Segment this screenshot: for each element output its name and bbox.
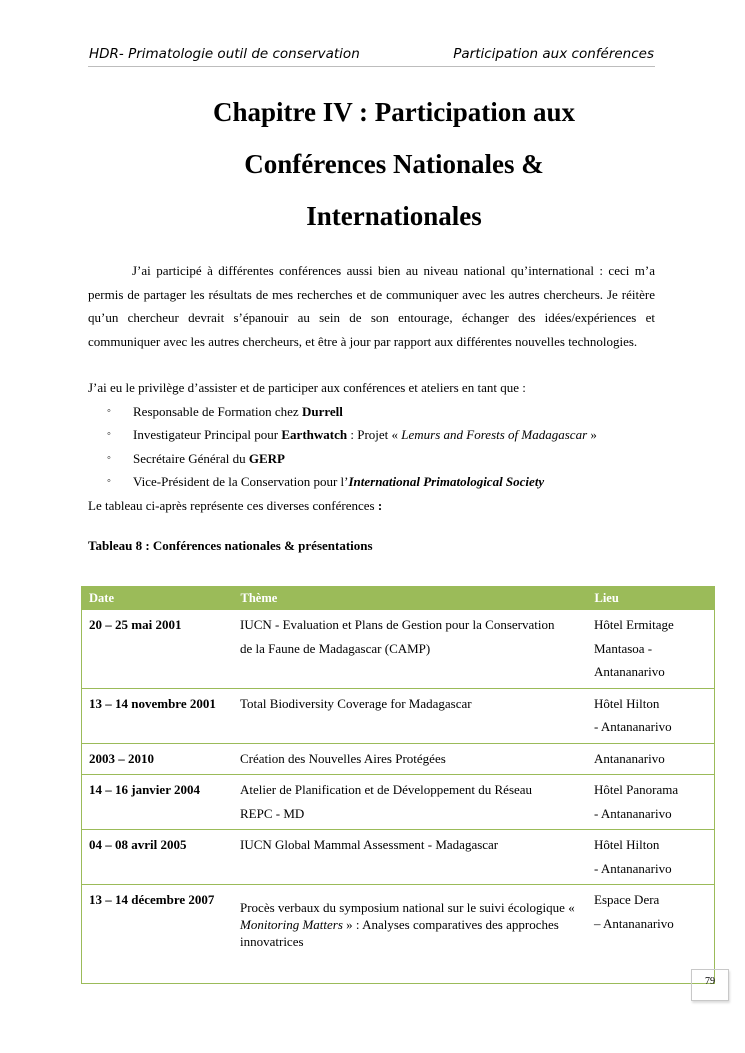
page-number: 79	[691, 969, 729, 1001]
table-header-row	[82, 587, 715, 610]
lieu-line: – Antananarivo	[594, 915, 674, 931]
cell-date: 13 – 14 décembre 2007	[82, 885, 234, 984]
role-text: Secrétaire Général du	[133, 450, 249, 466]
title-line: Chapitre IV : Participation aux	[212, 97, 575, 127]
theme-line: Total Biodiversity Coverage for Madagascar	[240, 695, 472, 711]
lieu-line: - Antananarivo	[594, 805, 672, 821]
title-line: Internationales	[306, 201, 482, 231]
cell-lieu	[587, 830, 715, 885]
cell-theme	[233, 743, 587, 775]
intro-text: J’ai participé à différentes conférences aussi bien au niveau national qu’international : ceci m’a permis de partager les résultats de mes recherches et de communiquer avec les autres chercheurs. Je réitère qu’un chercheur devrait s’épanouir au sein de son entourage, échanger des idées/expériences et communiquer avec les autres chercheurs, et être à jour par rapport aux différentes nouvelles technologies.	[88, 263, 655, 349]
running-header	[88, 44, 655, 67]
chapter-title	[88, 86, 700, 242]
theme-line: IUCN - Evaluation et Plans de Gestion pour la Conservation	[240, 617, 555, 632]
list-item	[88, 447, 655, 471]
column-header-date: Date	[82, 587, 234, 610]
table-row	[82, 830, 715, 885]
bullet-icon: ◦	[107, 404, 111, 417]
theme-line: de la Faune de Madagascar (CAMP)	[240, 640, 431, 656]
role-text-end: »	[587, 427, 597, 442]
table-row	[82, 743, 715, 775]
conferences-table	[81, 586, 715, 984]
lieu-line: Antananarivo	[594, 664, 665, 679]
role-org: International Primatological Society	[348, 474, 545, 489]
bullet-icon: ◦	[107, 475, 111, 487]
cell-theme	[233, 688, 587, 743]
column-header-lieu: Lieu	[587, 587, 715, 610]
roles-section	[88, 376, 655, 517]
table-row	[82, 610, 715, 689]
theme-line: Atelier de Planification et de Développement du Réseau	[240, 782, 533, 797]
table-intro-colon: :	[377, 497, 383, 513]
cell-date: 13 – 14 novembre 2001	[82, 688, 234, 743]
intro-paragraph	[88, 259, 655, 353]
lieu-line: Antananarivo	[594, 750, 665, 766]
cell-lieu	[587, 610, 715, 689]
lieu-line: Hôtel Hilton	[594, 695, 660, 711]
lieu-line: - Antananarivo	[594, 719, 672, 734]
list-item	[88, 423, 655, 447]
table-row	[82, 775, 715, 830]
role-org: Durrell	[301, 403, 343, 419]
cell-date: 20 – 25 mai 2001	[82, 610, 234, 689]
roles-list	[88, 400, 655, 494]
table-intro	[88, 494, 655, 518]
cell-theme	[233, 775, 587, 830]
cell-theme	[233, 830, 587, 885]
cell-date: 04 – 08 avril 2005	[82, 830, 234, 885]
role-text: Vice-Président de la Conservation pour l’	[133, 474, 349, 489]
theme-line: REPC - MD	[240, 805, 305, 821]
lieu-line: Hôtel Panorama	[594, 782, 679, 797]
header-left: HDR- Primatologie outil de conservation	[89, 46, 360, 62]
theme-italic: Monitoring Matters	[240, 917, 343, 932]
lieu-line: Mantasoa -	[594, 640, 653, 656]
table-intro-text: Le tableau ci-après représente ces diverses conférences	[88, 497, 378, 513]
cell-theme	[233, 610, 587, 689]
header-right: Participation aux conférences	[453, 46, 654, 62]
role-text-rest: : Projet «	[347, 427, 402, 442]
table-row	[82, 885, 715, 984]
cell-date: 2003 – 2010	[82, 743, 234, 775]
role-text: Responsable de Formation chez	[133, 403, 302, 419]
bullet-icon: ◦	[107, 451, 111, 464]
project-name: Lemurs and Forests of Madagascar	[401, 427, 588, 442]
roles-intro: J’ai eu le privilège d’assister et de participer aux conférences et ateliers en tant que :	[88, 380, 526, 395]
cell-lieu	[587, 688, 715, 743]
table-row	[82, 688, 715, 743]
cell-theme	[233, 885, 587, 984]
theme-line: Création des Nouvelles Aires Protégées	[240, 750, 446, 766]
theme-text-end: » : Analyses comparatives des approches innovatrices	[240, 917, 559, 949]
title-line: Conférences Nationales &	[244, 149, 544, 179]
bullet-icon: ◦	[107, 428, 111, 440]
table-caption: Tableau 8 : Conférences nationales & présentations	[88, 538, 373, 553]
cell-date: 14 – 16 janvier 2004	[82, 775, 234, 830]
lieu-line: Hôtel Hilton	[594, 837, 660, 852]
column-header-theme: Thème	[233, 587, 587, 610]
list-item	[88, 470, 655, 494]
role-text: Investigateur Principal pour	[133, 427, 282, 442]
list-item	[88, 400, 655, 424]
cell-lieu	[587, 743, 715, 775]
theme-line: IUCN Global Mammal Assessment - Madagascar	[240, 837, 499, 852]
lieu-line: - Antananarivo	[594, 860, 672, 876]
role-org: Earthwatch	[281, 427, 348, 442]
cell-lieu	[587, 775, 715, 830]
lieu-line: Hôtel Ermitage	[594, 617, 674, 632]
lieu-line: Espace Dera	[594, 892, 660, 907]
theme-text: Procès verbaux du symposium national sur le suivi écologique «	[240, 900, 575, 915]
role-org: GERP	[248, 450, 285, 466]
